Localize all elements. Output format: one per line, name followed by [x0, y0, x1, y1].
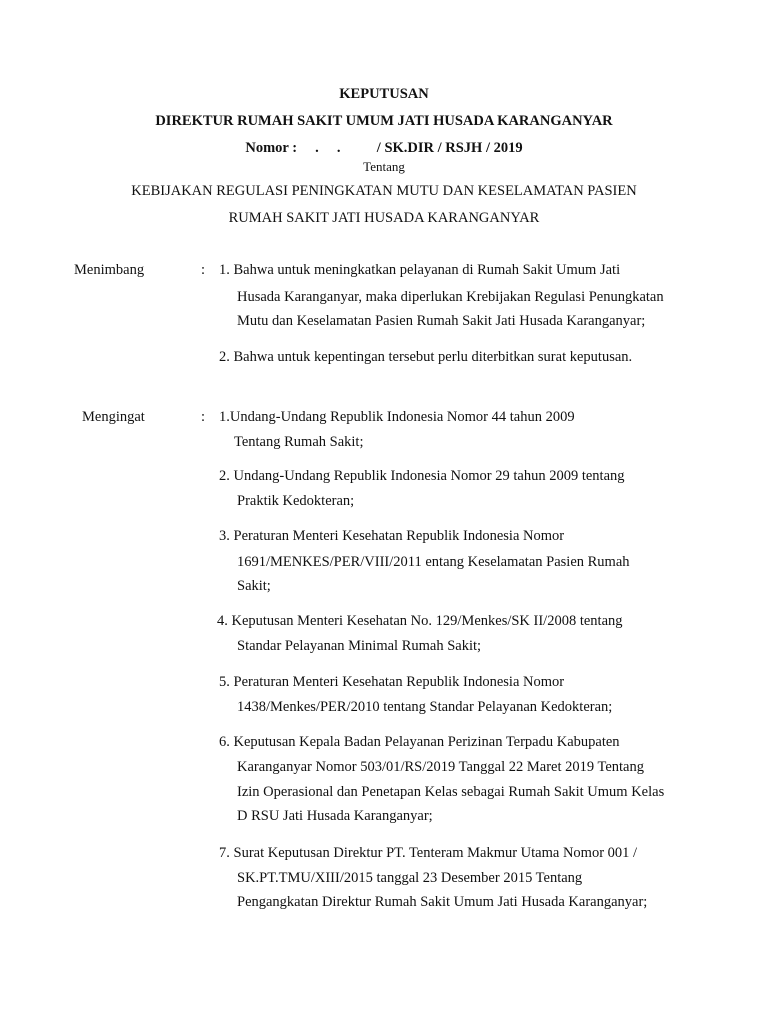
mengingat-item-4-line-1: 4. Keputusan Menteri Kesehatan No. 129/Menkes/SK II/2008 tentang: [217, 613, 623, 629]
mengingat-item-6-line-2: Karanganyar Nomor 503/01/RS/2019 Tanggal 22 Maret 2019 Tentang: [237, 759, 644, 775]
mengingat-item-7-line-1: 7. Surat Keputusan Direktur PT. Tenteram Makmur Utama Nomor 001 /: [219, 845, 638, 861]
menimbang-item-2: 2. Bahwa untuk kepentingan tersebut perlu diterbitkan surat keputusan.: [219, 349, 633, 365]
mengingat-item-7-line-2: SK.PT.TMU/XIII/2015 tanggal 23 Desember 2015 Tentang: [237, 870, 583, 886]
tentang-label: Tentang: [363, 159, 405, 174]
document-subtitle: DIREKTUR RUMAH SAKIT UMUM JATI HUSADA KARANGANYAR: [155, 113, 613, 129]
mengingat-item-2-line-1: 2. Undang-Undang Republik Indonesia Nomor 29 tahun 2009 tentang: [219, 468, 625, 484]
menimbang-colon: :: [201, 262, 206, 278]
mengingat-item-6-line-1: 6. Keputusan Kepala Badan Pelayanan Perizinan Terpadu Kabupaten: [219, 734, 620, 750]
mengingat-item-7-line-3: Pengangkatan Direktur Rumah Sakit Umum Jati Husada Karanganyar;: [237, 894, 648, 910]
mengingat-item-1-line-1: 1.Undang-Undang Republik Indonesia Nomor 44 tahun 2009: [219, 409, 575, 425]
mengingat-item-5-line-2: 1438/Menkes/PER/2010 tentang Standar Pelayanan Kedokteran;: [237, 699, 613, 715]
mengingat-item-3-line-3: Sakit;: [237, 578, 271, 594]
mengingat-item-5-line-1: 5. Peraturan Menteri Kesehatan Republik Indonesia Nomor: [219, 674, 565, 690]
mengingat-item-2-line-2: Praktik Kedokteran;: [237, 493, 355, 509]
mengingat-item-1-line-2: Tentang Rumah Sakit;: [234, 434, 364, 450]
subject-line-1: KEBIJAKAN REGULASI PENINGKATAN MUTU DAN KESELAMATAN PASIEN: [131, 183, 637, 199]
mengingat-item-3-line-2: 1691/MENKES/PER/VIII/2011 entang Keselamatan Pasien Rumah: [237, 554, 630, 570]
mengingat-item-6-line-3: Izin Operasional dan Penetapan Kelas sebagai Rumah Sakit Umum Kelas: [237, 784, 665, 800]
decree-number: Nomor : . . / SK.DIR / RSJH / 2019: [245, 140, 523, 156]
document-title: KEPUTUSAN: [339, 86, 429, 102]
mengingat-item-3-line-1: 3. Peraturan Menteri Kesehatan Republik Indonesia Nomor: [219, 528, 565, 544]
mengingat-colon: :: [201, 409, 206, 425]
menimbang-label: Menimbang: [74, 262, 145, 278]
mengingat-item-4-line-2: Standar Pelayanan Minimal Rumah Sakit;: [237, 638, 482, 654]
menimbang-item-1-line-2: Husada Karanganyar, maka diperlukan Krebijakan Regulasi Penungkatan: [237, 289, 664, 305]
menimbang-item-1-line-1: 1. Bahwa untuk meningkatkan pelayanan di Rumah Sakit Umum Jati: [219, 262, 621, 278]
menimbang-item-1-line-3: Mutu dan Keselamatan Pasien Rumah Sakit Jati Husada Karanganyar;: [237, 313, 646, 329]
subject-line-2: RUMAH SAKIT JATI HUSADA KARANGANYAR: [228, 210, 540, 226]
mengingat-label: Mengingat: [82, 409, 145, 425]
mengingat-item-6-line-4: D RSU Jati Husada Karanganyar;: [237, 808, 433, 824]
